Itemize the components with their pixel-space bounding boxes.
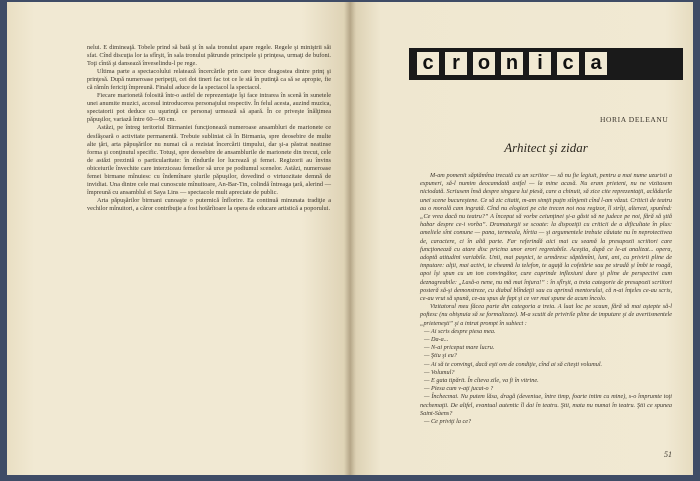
section-header-letters	[417, 52, 607, 75]
right-paragraph: Vizitatorul meu făcea parte din categoria a treia. A luat loc pe scaun, fără să mai aştepte să-l poftesc (nu obişnuia să se formalizeze). M-a scutit de privirile pline de imputare şi de avertismentele „prieteneşti” şi a intrat prompt în subiect :	[420, 303, 672, 327]
right-page-text	[420, 172, 672, 426]
article-author: HORIA DELEANU	[600, 115, 669, 124]
header-letter: a	[585, 52, 607, 75]
header-letter: n	[501, 52, 523, 75]
header-letter: c	[417, 52, 439, 75]
left-page-text	[87, 44, 331, 213]
left-paragraph: Fiecare marionetă folosită într-o astfel de reprezentaţie îşi face intrarea în scenă în sunetele unei anumite muzici, accesul introducerea personajului respectiv. În felul acesta, auzind muzica, spectatorii pot deduce cu uşurinţă ce personaj urmează să apară. În ce priveşte înălţimea păpuşilor, variază între 60—90 cm.	[87, 92, 331, 124]
dialogue-line: — Ai scris despre piesa mea.	[424, 327, 496, 335]
book-gutter	[344, 2, 356, 475]
header-letter: i	[529, 52, 551, 75]
dialogue-line: — Închecmai. Nu putem lăsa, dragă (deveniue, între timp, foarte intim cu mine), s-o împrumte toţi nechemaţii. De altfel, evantual autentic îl dai în teatru. Ştii, mata nu numai în teatru. Ştii ce spunea Saint-Sàens?	[420, 393, 672, 417]
header-letter: r	[445, 52, 467, 75]
dialogue-line: — Volumul?	[424, 368, 455, 376]
dialogue-line: — Da-a...	[424, 336, 449, 344]
left-page	[7, 2, 350, 475]
dialogue-line: — Ai să te convingi, dacă eşti om de condiţie, cînd ai să citeşti volumul.	[424, 360, 603, 368]
dialogue-line: — N-ai priceput mare lucru.	[424, 344, 495, 352]
left-paragraph: Astăzi, pe întreg teritoriul Birmaniei funcţionează numeroase ansambluri de marionete ce desfăşoară o activitate permanentă. Trebuie subliniat că în Birmania, spre deosebire de multe alte ţări, arta păpuşărilor nu numai că a rezistat încercării timpului, dar şi-a păstrat neatinse forma şi conţinutul specific. Totuşi, spre deosebire de ansamblurile de marionete din trecut, cele de astăzi prezintă o particularitate: în rîndurile lor lucrează şi femei. Regizorii au învins obiceiurile învechite care interziceau femeilor să urce pe podiumul scenelor. Astăzi, numeroase femei birmane mînuiesc cu îndemînare şiurile păpuşilor, dovedind o virtuozitate demnă de invidiat. Una dintre cele mai cunoscute mînuitoare, An-Bar-Tin, colindă întreaga ţară, alerind — împreună cu ansamblul ei Saya Lins — spectacole mult apreciate de public.	[87, 124, 331, 196]
article-title: Arhitect şi zidar	[504, 140, 588, 155]
header-letter: c	[557, 52, 579, 75]
dialogue-line: — Ştiu şi eu?	[424, 352, 457, 360]
right-paragraph: M-am pomenit săptămîna trecută cu un scriitor — să nu fie legiuit, pentru a mai nume uzurisii a expuneri, să-l numim deocamdată astfel — la mine acasă. Nu eram prieteni, nu ne vizitasem niciodată. Scriusem însă despre singura lui piesă, care a chinuit, să zice cite reprezentaţii, aclădurile unei scene bucureştene. Ce să zic citatit, m-am simţit puţin stînjenit cînd l-am văzut. Criticii de teatru au o morală cam ingrată. Cînd nu elogiezi pe cite trecen noi nou regizor, îl strîţi, alterezi, spunînd: „Ce vrea dacă nu teatru?” A început să vorbe ceiunţinei şi-a găsit să ne judece pe noi, fără să ştiă habar despre ce-i vorba”. Dramaturgii se scoate: la dispoziţii cu criticii de a dificultate în plus: ameliele sînt comune — pana, termeala, hîrtia — şi argumentele trebuie căutate nu în neprotectivea de, caractere, ci în altă parte. Far referindă aici mai cu seamă la presupozii scriitori care funcţionează cu atare disc pricina unor erori regretabile. Aceştia, după ce le-ai analizat... opera, adoptă atitudini variabile. Unii, mai paşnici, te urmăresc săptămîni, luni, ani, cu privirii pline de imputare: alţii, mai activi, te cheamă la telefon, te agaţă la cofetărie sau pe stradă şi îmbi te roagă, apoi îşi spun cu un ton convingător, cure cuprinde inflexiuni dure şi pline de perspectivi cum deznagreabile: „Lasă-o nene, nu mă mai înjura!” : în sfîrşit, a treia categorie de presupozii scriitori posteră să-şi demonstreze, cu diabal blîndeţii sau cu aprinsă mentorului, că n-ai înţeles ce-au scris, ce-au vrut să spună, ce-au spus de fapt şi ce ver mai spune de acum încolo.	[420, 172, 672, 303]
dialogue-line: — Ce priviţi la ce?	[424, 418, 472, 426]
section-header-cronica	[409, 48, 683, 80]
dialogue-line: — E gata tipărit. În cîteva zile, va fi în vitrine.	[424, 377, 539, 385]
left-paragraph: nelui. E dimineaţă. Tobele prind să bată şi în sala tronului apare regele. Regele şi miniştrii săi sfat. Cînd discuţia lor ia sfîrşit, în sala tronului pătrunde principele şi prinţesa, urmaţi de bufoni. Toţi cîntă şi dansează înveselindu-l pe rege.	[87, 44, 331, 68]
left-paragraph: Ultima parte a spectacolului relatează încercările prin care trece dragostea dintre prinţ şi prinţesă. După numeroase peripeţii, cei doi tineri fac tot ce le stă în putinţă ca să se apropie, fie că rămîn fericiţi împreună. Finalul aduce de la spectacol la spectacol.	[87, 68, 331, 92]
header-letter: o	[473, 52, 495, 75]
left-paragraph: Arta păpuşărilor birmani cunoaşte o puternică înflorire. Ea continuă minunata tradiţie a vechilor mînuitori, a căror contribuţie a fost hotărîtoare la opera de educare artistică a poporului.	[87, 196, 331, 212]
page-number: 51	[664, 450, 672, 459]
dialogue-line: — Piesa cum v-aţi jucat-o ?	[424, 385, 494, 393]
